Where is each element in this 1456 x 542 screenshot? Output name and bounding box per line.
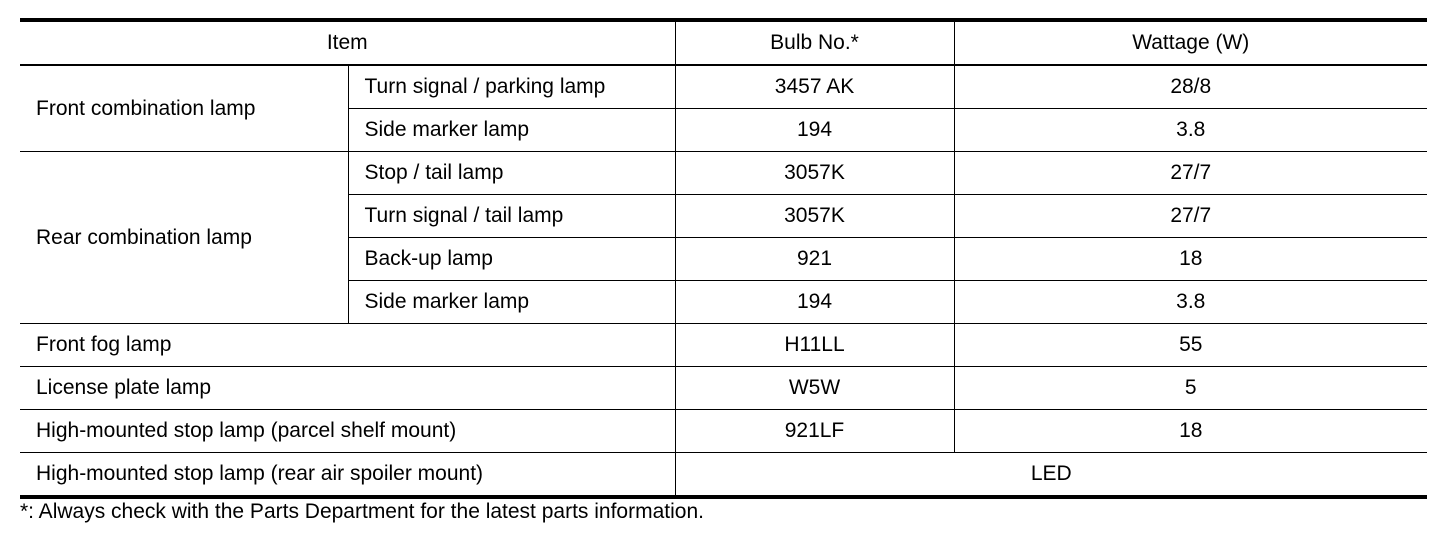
sub-item-cell: Turn signal / parking lamp	[348, 65, 675, 109]
table-row	[20, 152, 1427, 195]
item-cell: License plate lamp	[20, 367, 675, 410]
item-cell: High-mounted stop lamp (rear air spoiler mount)	[20, 453, 675, 498]
bulb-cell: 3057K	[675, 152, 954, 195]
item-cell: Front fog lamp	[20, 324, 675, 367]
wattage-cell: 18	[954, 238, 1427, 281]
bulb-cell: 921	[675, 238, 954, 281]
wattage-cell: 18	[954, 410, 1427, 453]
wattage-cell: 27/7	[954, 195, 1427, 238]
sub-item-cell: Turn signal / tail lamp	[348, 195, 675, 238]
bulb-cell: 921LF	[675, 410, 954, 453]
bulb-cell: 3457 AK	[675, 65, 954, 109]
bulb-cell: 194	[675, 281, 954, 324]
wattage-cell: 5	[954, 367, 1427, 410]
header-item: Item	[20, 20, 675, 65]
header-wattage: Wattage (W)	[954, 20, 1427, 65]
wattage-cell: 3.8	[954, 109, 1427, 152]
wattage-cell: 3.8	[954, 281, 1427, 324]
bulb-cell: 3057K	[675, 195, 954, 238]
wattage-cell: 55	[954, 324, 1427, 367]
header-bulb-no: Bulb No.*	[675, 20, 954, 65]
bulb-spec-table	[20, 18, 1427, 499]
table-row	[20, 367, 1427, 410]
group-front-combination-lamp: Front combination lamp	[20, 65, 348, 152]
sub-item-cell: Side marker lamp	[348, 281, 675, 324]
group-rear-combination-lamp: Rear combination lamp	[20, 152, 348, 324]
bulb-cell: 194	[675, 109, 954, 152]
table-row	[20, 65, 1427, 109]
bulb-cell: H11LL	[675, 324, 954, 367]
sub-item-cell: Stop / tail lamp	[348, 152, 675, 195]
table-row	[20, 410, 1427, 453]
table-row	[20, 453, 1427, 498]
bulb-cell: W5W	[675, 367, 954, 410]
sub-item-cell: Side marker lamp	[348, 109, 675, 152]
table-row	[20, 324, 1427, 367]
wattage-cell: 27/7	[954, 152, 1427, 195]
table-header-row	[20, 20, 1427, 65]
wattage-cell: 28/8	[954, 65, 1427, 109]
item-cell: High-mounted stop lamp (parcel shelf mount)	[20, 410, 675, 453]
footnote: *: Always check with the Parts Department for the latest parts information.	[20, 500, 704, 523]
sub-item-cell: Back-up lamp	[348, 238, 675, 281]
led-value-cell: LED	[675, 453, 1427, 498]
